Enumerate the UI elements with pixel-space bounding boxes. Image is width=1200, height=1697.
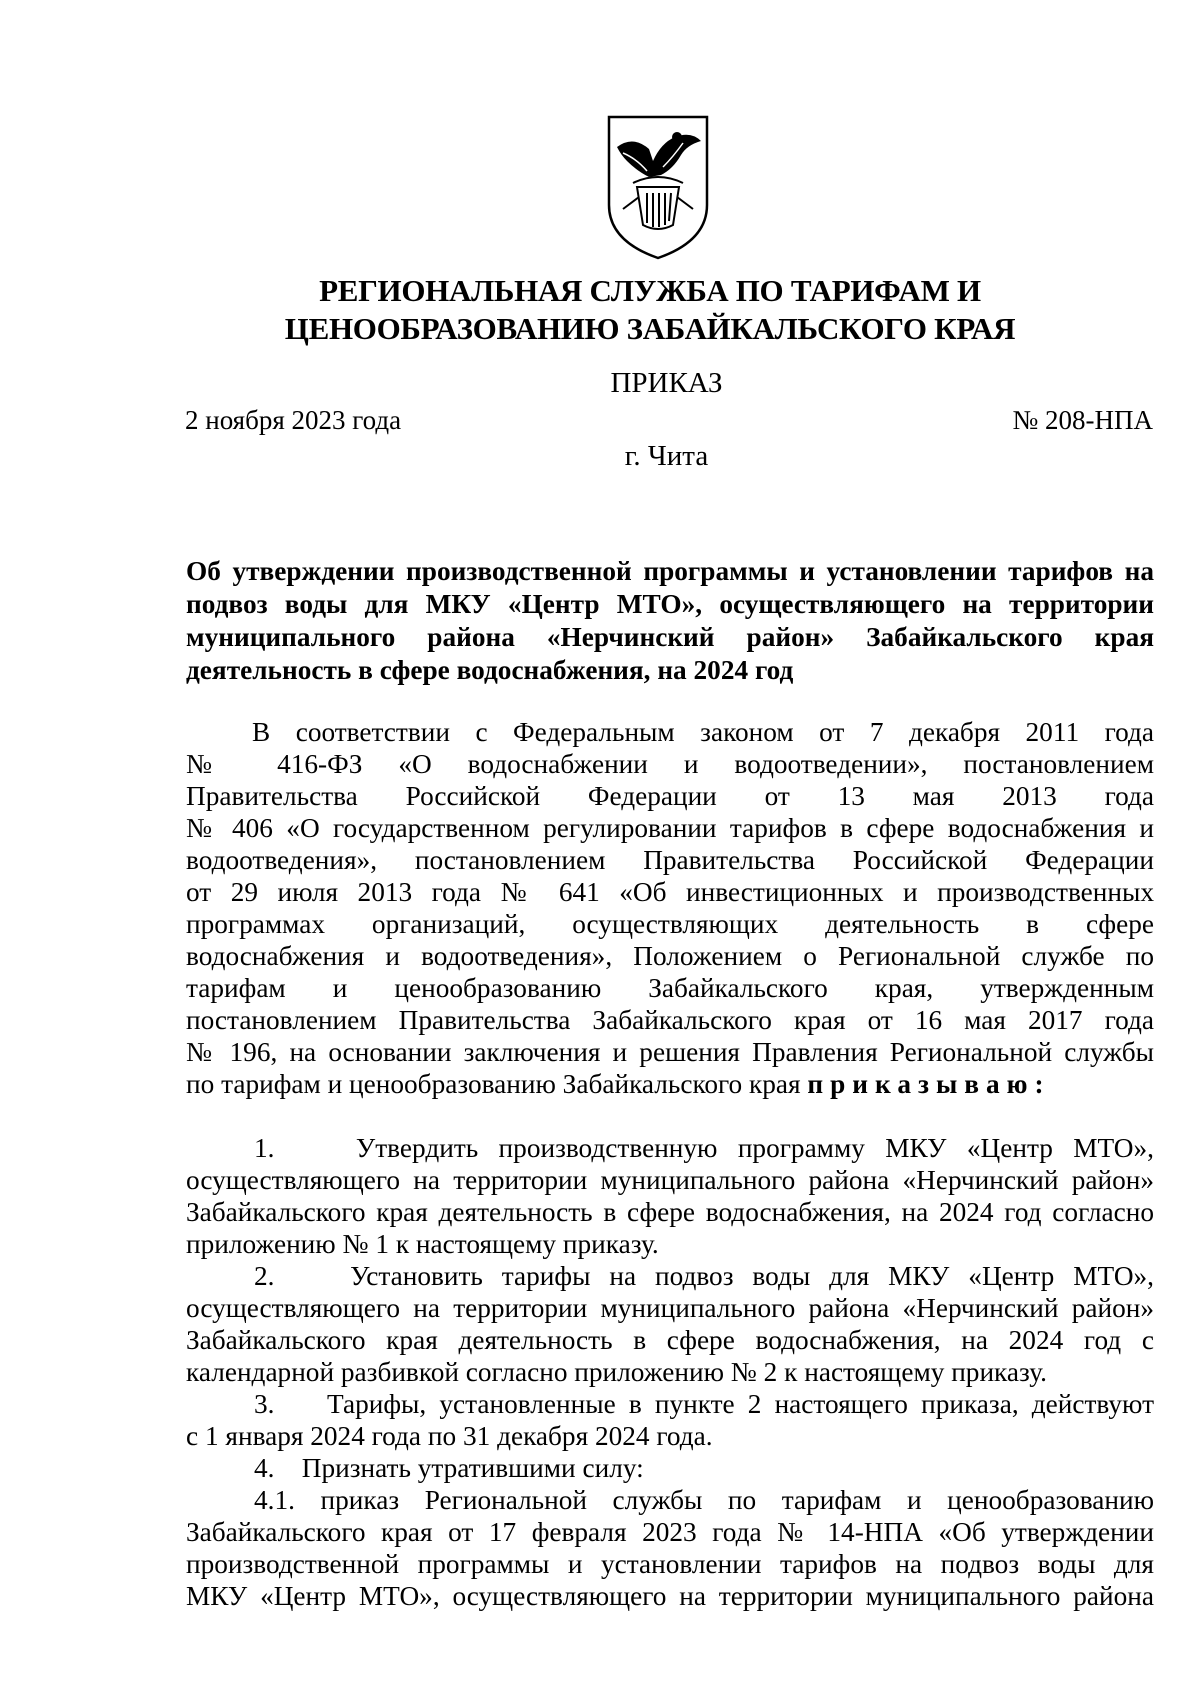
item-line: приложению № 1 к настоящему приказу.: [186, 1229, 659, 1259]
organization-name-line2: ЦЕНООБРАЗОВАНИЮ ЗАБАЙКАЛЬСКОГО КРАЯ: [284, 311, 1016, 346]
item-line: календарной разбивкой согласно приложению № 2 к настоящему приказу.: [186, 1357, 1047, 1387]
item-line: 1. Утвердить производственную программу МКУ «Центр МТО»,: [254, 1133, 1154, 1163]
organization-name-line1: РЕГИОНАЛЬНАЯ СЛУЖБА ПО ТАРИФАМ И: [319, 273, 981, 308]
preamble-line: тарифам и ценообразованию Забайкальского края, утвержденным: [186, 973, 1154, 1003]
preamble-line: программах организаций, осуществляющих деятельность в сфере: [186, 909, 1154, 939]
title-line: Об утверждении производственной программы и установлении тарифов на: [186, 556, 1154, 586]
preamble-line-last: [186, 1068, 1154, 1100]
title-line: муниципального района «Нерчинский район» Забайкальского края: [186, 622, 1154, 652]
preamble-line: постановлением Правительства Забайкальского края от 16 мая 2017 года: [186, 1005, 1154, 1035]
item-line: производственной программы и установлении тарифов на подвоз воды для: [186, 1549, 1154, 1579]
preamble-line: от 29 июля 2013 года № 641 «Об инвестиционных и производственных: [186, 877, 1154, 907]
title-line: подвоз воды для МКУ «Центр МТО», осуществляющего на территории: [186, 589, 1154, 619]
title-line: деятельность в сфере водоснабжения, на 2024 год: [186, 655, 794, 685]
item-line: 3. Тарифы, установленные в пункте 2 настоящего приказа, действуют: [254, 1389, 1154, 1419]
item-line: с 1 января 2024 года по 31 декабря 2024 года.: [186, 1421, 713, 1451]
item-line: осуществляющего на территории муниципального района «Нерчинский район»: [186, 1165, 1154, 1195]
preamble-line: водоотведения», постановлением Правительства Российской Федерации: [186, 845, 1154, 875]
preamble-line: водоснабжения и водоотведения», Положением о Региональной службе по: [186, 941, 1154, 971]
item-line: Забайкальского края деятельность в сфере водоснабжения, на 2024 год согласно: [186, 1197, 1154, 1227]
preamble-line: № 406 «О государственном регулировании тарифов в сфере водоснабжения и: [186, 813, 1154, 843]
preamble-text: по тарифам и ценообразованию Забайкальского края: [186, 1069, 808, 1099]
item-line: 2. Установить тарифы на подвоз воды для МКУ «Центр МТО»,: [254, 1261, 1154, 1291]
item-line: МКУ «Центр МТО», осуществляющего на территории муниципального района: [186, 1581, 1154, 1611]
item-line: 4. Признать утратившими силу:: [254, 1453, 644, 1483]
document-city: г. Чита: [624, 440, 709, 472]
document-date: 2 ноября 2023 года: [185, 405, 402, 435]
preamble-line: № 416-ФЗ «О водоснабжении и водоотведении», постановлением: [186, 749, 1154, 779]
item-line: осуществляющего на территории муниципального района «Нерчинский район»: [186, 1293, 1154, 1323]
item-line: Забайкальского края от 17 февраля 2023 года № 14-НПА «Об утверждении: [186, 1517, 1154, 1547]
item-line: 4.1. приказ Региональной службы по тарифам и ценообразованию: [254, 1485, 1154, 1515]
order-word: приказываю:: [807, 1069, 1051, 1099]
item-line: Забайкальского края деятельность в сфере водоснабжения, на 2024 год с: [186, 1325, 1154, 1355]
preamble-line: Правительства Российской Федерации от 13 мая 2013 года: [186, 781, 1154, 811]
preamble-line: № 196, на основании заключения и решения Правления Региональной службы: [186, 1037, 1154, 1067]
document-number: № 208-НПА: [1012, 405, 1153, 435]
coat-of-arms-icon: [603, 113, 713, 261]
preamble-line: В соответствии с Федеральным законом от 7 декабря 2011 года: [252, 717, 1154, 747]
document-type: ПРИКАЗ: [610, 367, 723, 399]
